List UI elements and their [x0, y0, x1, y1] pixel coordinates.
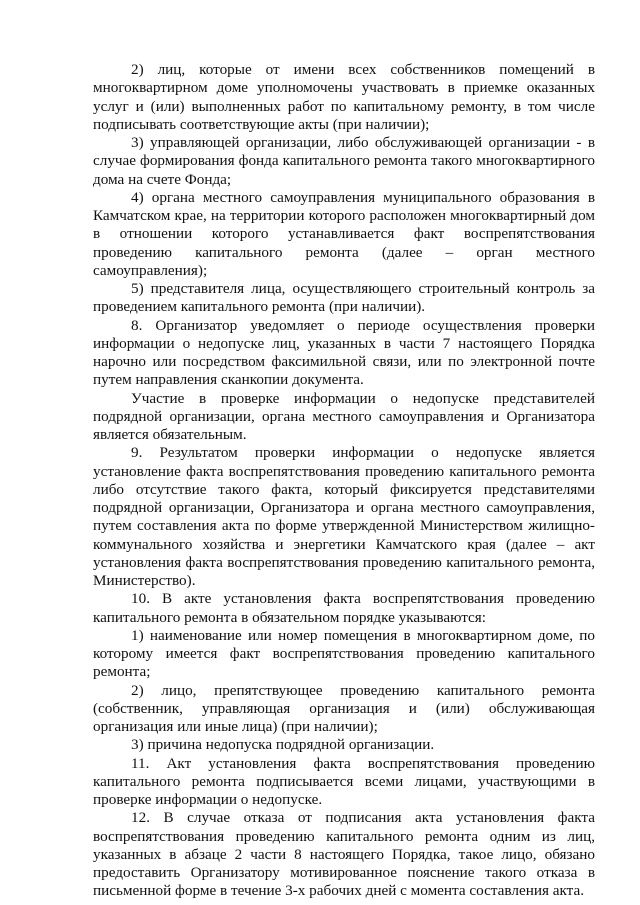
paragraph-section-8: 8. Организатор уведомляет о периоде осуществления проверки информации о недопуске лиц, указанных в части 7 настоящего Порядка нарочно или посредством факсимильной связи, или по электронной почте путем направления сканкопии документа.	[93, 316, 595, 389]
paragraph-section-10: 10. В акте установления факта воспрепятствования проведению капитального ремонта в обязательном порядке указываются:	[93, 590, 595, 626]
paragraph-item-3-management-organization: 3) управляющей организации, либо обслуживающей организации - в случае формирования фонда капитального ремонта такого многоквартирного дома на счете Фонда;	[93, 134, 595, 188]
paragraph-section-9: 9. Результатом проверки информации о недопуске является установление факта воспрепятствования проведению капитального ремонта либо отсутствие такого факта, который фиксируется представителями подрядной организации, Организатора и органа местного самоуправления, путем составления акта по форме утвержденной Министерством жилищно-коммунального хозяйства и энергетики Камчатского края (далее – акт установления факта воспрепятствования проведению капитального ремонта, Министерство).	[93, 444, 595, 589]
paragraph-item-5-construction-control: 5) представителя лица, осуществляющего строительный контроль за проведением капитального ремонта (при наличии).	[93, 280, 595, 316]
paragraph-act-item-3: 3) причина недопуска подрядной организации.	[131, 736, 435, 754]
paragraph-participation: Участие в проверке информации о недопуске представителей подрядной организации, органа местного самоуправления и Организатора является обязательным.	[93, 389, 595, 443]
document-body	[93, 61, 595, 901]
paragraph-act-item-2: 2) лицо, препятствующее проведению капитального ремонта (собственник, управляющая организация и (или) обслуживающая организация или иные лица) (при наличии);	[93, 681, 595, 735]
paragraph-item-4-local-government: 4) органа местного самоуправления муниципального образования в Камчатском крае, на территории которого расположен многоквартирный дом в отношении которого устанавливается факт воспрепятствования проведению капитального ремонта (далее – орган местного самоуправления);	[93, 188, 595, 279]
paragraph-section-11: 11. Акт установления факта воспрепятствования проведению капитального ремонта подписывается всеми лицами, участвующими в проверке информации о недопуске.	[93, 754, 595, 808]
paragraph-section-12: 12. В случае отказа от подписания акта установления факта воспрепятствования проведению капитального ремонта одним из лиц, указанных в абзаце 2 части 8 настоящего Порядка, такое лицо, обязано предоставить Организатору мотивированное пояснение такого отказа в письменной форме в течение 3-х рабочих дней с момента составления акта.	[93, 809, 595, 900]
paragraph-item-2-owners-representatives: 2) лиц, которые от имени всех собственников помещений в многоквартирном доме уполномочены участвовать в приемке оказанных услуг и (или) выполненных работ по капитальному ремонту, в том числе подписывать соответствующие акты (при наличии);	[93, 61, 595, 133]
paragraph-act-item-1: 1) наименование или номер помещения в многоквартирном доме, по которому имеется факт воспрепятствования проведению капитального ремонта;	[93, 626, 595, 681]
